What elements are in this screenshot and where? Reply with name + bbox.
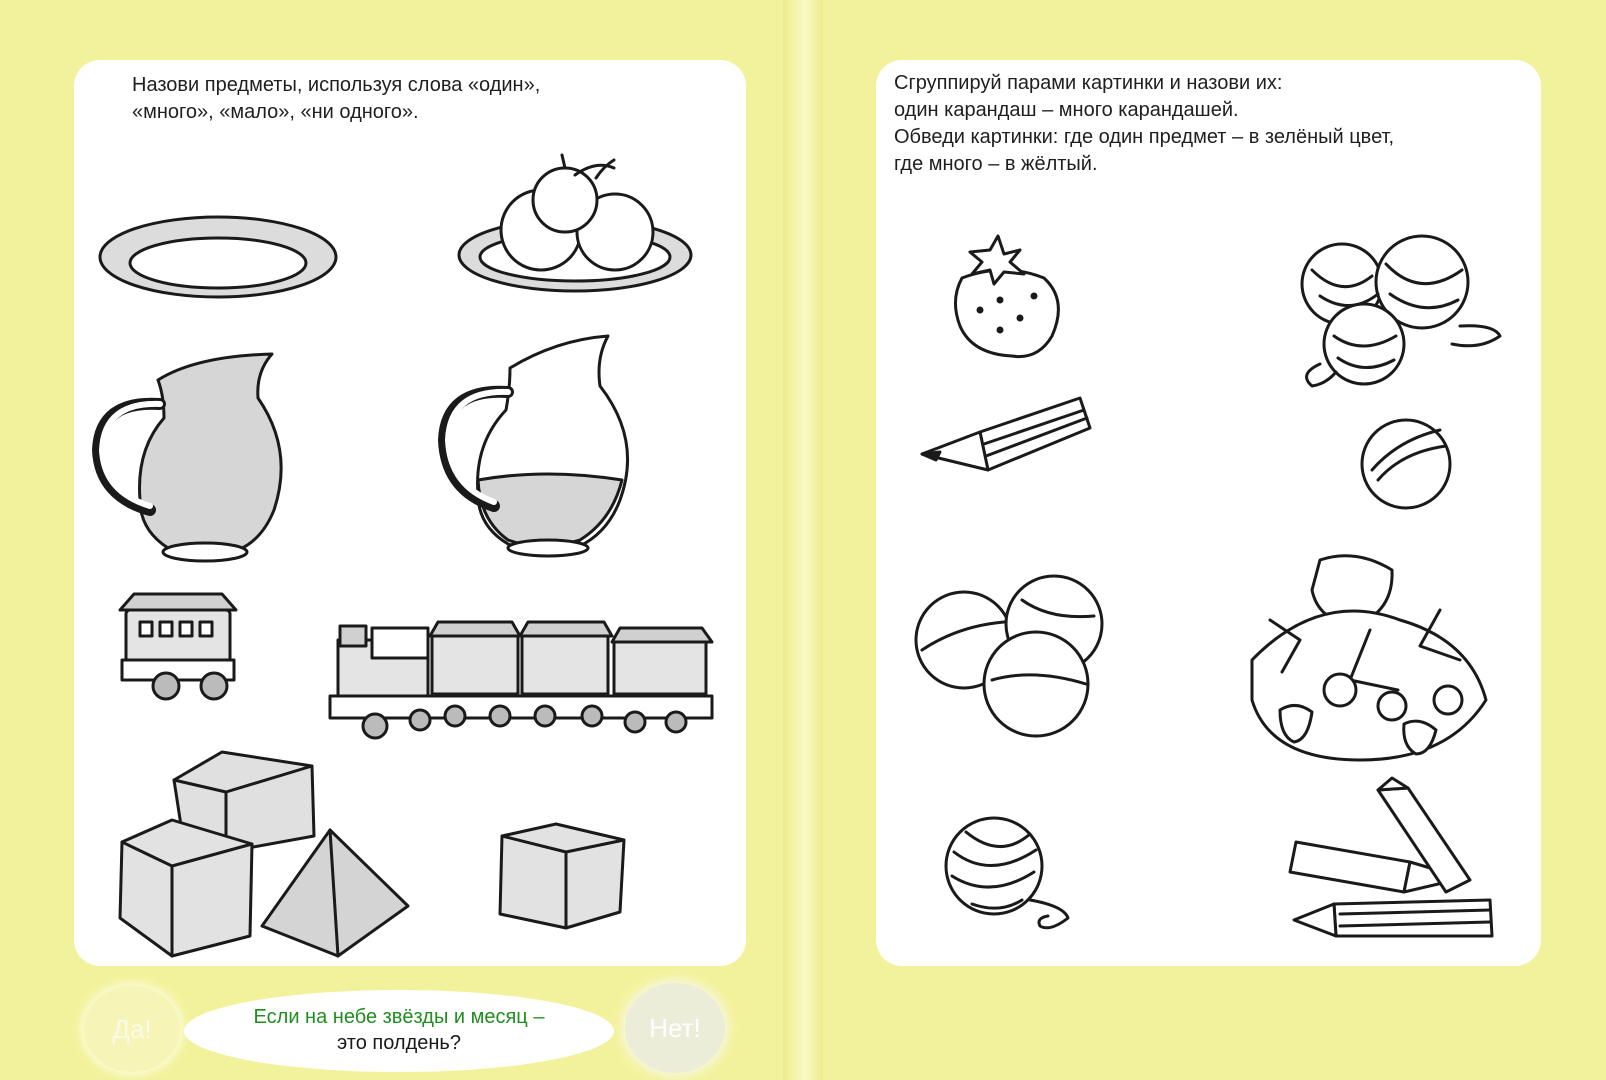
pencils-many-picture bbox=[1290, 778, 1492, 936]
right-instruction-line-3: Обведи картинки: где один предмет – в зелёный цвет, bbox=[894, 126, 1395, 148]
yarn-one-picture bbox=[946, 818, 1068, 928]
jug-little-picture bbox=[444, 336, 628, 556]
blocks-many-picture bbox=[120, 752, 408, 956]
left-instruction-line-2: «много», «мало», «ни одного». bbox=[132, 101, 419, 123]
train-picture bbox=[330, 622, 712, 738]
jug-full-picture bbox=[98, 354, 281, 561]
right-instruction-line-4: где много – в жёлтый. bbox=[894, 153, 1098, 175]
riddle-bubble bbox=[184, 990, 614, 1072]
balls-many-picture bbox=[916, 576, 1102, 736]
right-instruction-line-2: один карандаш – много карандашей. bbox=[894, 99, 1239, 121]
wagon-one-picture bbox=[120, 594, 236, 699]
riddle-line-2: это полдень? bbox=[337, 1032, 461, 1054]
yes-bubble: Да! bbox=[84, 986, 180, 1072]
plate-empty-picture bbox=[100, 217, 336, 297]
ball-one-picture bbox=[1362, 420, 1450, 508]
right-instruction-line-1: Сгруппируй парами картинки и назови их: bbox=[894, 72, 1283, 94]
yarn-many-picture bbox=[1302, 236, 1500, 386]
no-bubble: Нет! bbox=[625, 983, 725, 1073]
riddle-line-1: Если на небе звёзды и месяц – bbox=[253, 1006, 545, 1028]
block-one-picture bbox=[500, 824, 624, 928]
strawberries-many-picture bbox=[1252, 556, 1486, 760]
plate-apples-picture bbox=[459, 155, 691, 291]
pencil-one-picture bbox=[922, 398, 1090, 470]
left-instruction-line-1: Назови предметы, используя слова «один», bbox=[132, 74, 541, 96]
strawberry-one-picture bbox=[955, 236, 1058, 357]
